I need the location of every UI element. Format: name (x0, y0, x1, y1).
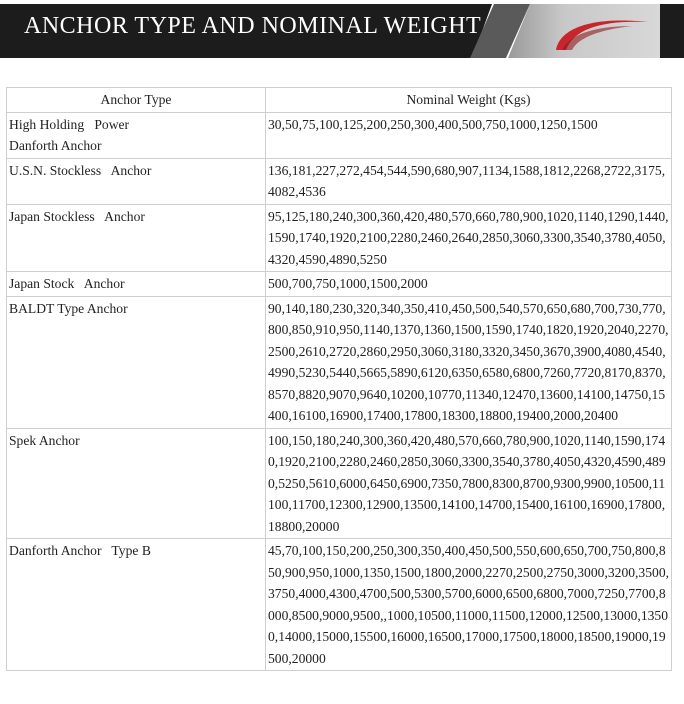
page-title: ANCHOR TYPE AND NOMINAL WEIGHT (24, 13, 482, 39)
anchor-type-cell: Japan Stockless Anchor (7, 204, 266, 272)
table-row (7, 204, 672, 272)
anchor-type-cell: High Holding Power Danforth Anchor (7, 112, 266, 158)
table-row (7, 112, 672, 158)
column-header-anchor-type: Anchor Type (7, 88, 266, 113)
anchor-type-cell: Japan Stock Anchor (7, 272, 266, 297)
table-row (7, 158, 672, 204)
table-header-row (7, 88, 672, 113)
nominal-weight-cell: 100,150,180,240,300,360,420,480,570,660,780,900,1020,1140,1590,1740,1920,2100,2280,2460,2850,3060,3300,3540,3780,4050,4320,4590,4890,5250,5610,6000,6450,6900,7350,7800,8300,8700,9300,9900,10500,11100,11700,12300,12900,13500,14100,14700,15400,16100,16900,17800,18800,20000 (266, 428, 672, 539)
swoosh-logo-icon (552, 10, 652, 54)
nominal-weight-cell: 45,70,100,150,200,250,300,350,400,450,500,550,600,650,700,750,800,850,900,950,1000,1350,1500,1800,2000,2270,2500,2750,3000,3200,3500,3750,4000,4300,4700,500,5300,5700,6000,6500,6800,7000,7250,7700,8000,8500,9000,9500,,1000,10500,11000,11500,12000,12500,13000,13500,14000,15000,15500,16000,16500,17000,17500,18000,18500,19000,19500,20000 (266, 539, 672, 671)
table-row (7, 428, 672, 539)
nominal-weight-cell: 500,700,750,1000,1500,2000 (266, 272, 672, 297)
nominal-weight-cell: 95,125,180,240,300,360,420,480,570,660,780,900,1020,1140,1290,1440,1590,1740,1920,2100,2280,2460,2640,2850,3060,3300,3540,3780,4050,4320,4590,4890,5250 (266, 204, 672, 272)
nominal-weight-cell: 30,50,75,100,125,200,250,300,400,500,750,1000,1250,1500 (266, 112, 672, 158)
banner-end-bar (660, 4, 684, 58)
nominal-weight-cell: 136,181,227,272,454,544,590,680,907,1134,1588,1812,2268,2722,3175,4082,4536 (266, 158, 672, 204)
anchor-type-cell: BALDT Type Anchor (7, 296, 266, 428)
table-row (7, 296, 672, 428)
header-banner (0, 0, 684, 62)
anchor-type-cell: Spek Anchor (7, 428, 266, 539)
anchor-type-cell: U.S.N. Stockless Anchor (7, 158, 266, 204)
anchor-type-cell: Danforth Anchor Type B (7, 539, 266, 671)
table-row (7, 539, 672, 671)
nominal-weight-cell: 90,140,180,230,320,340,350,410,450,500,540,570,650,680,700,730,770,800,850,910,950,1140,1370,1360,1500,1590,1740,1820,1920,2040,2270,2500,2610,2720,2860,2950,3060,3180,3320,3450,3670,3900,4080,4540,4990,5230,5440,5665,5890,6120,6350,6580,6800,7260,7720,8170,8370,8570,8820,9070,9640,10200,10770,11340,12470,13600,14100,14750,15400,16100,16900,17400,17800,18300,18800,19400,2000,20400 (266, 296, 672, 428)
column-header-nominal-weight: Nominal Weight (Kgs) (266, 88, 672, 113)
table-row (7, 272, 672, 297)
anchor-weight-table (6, 87, 672, 671)
